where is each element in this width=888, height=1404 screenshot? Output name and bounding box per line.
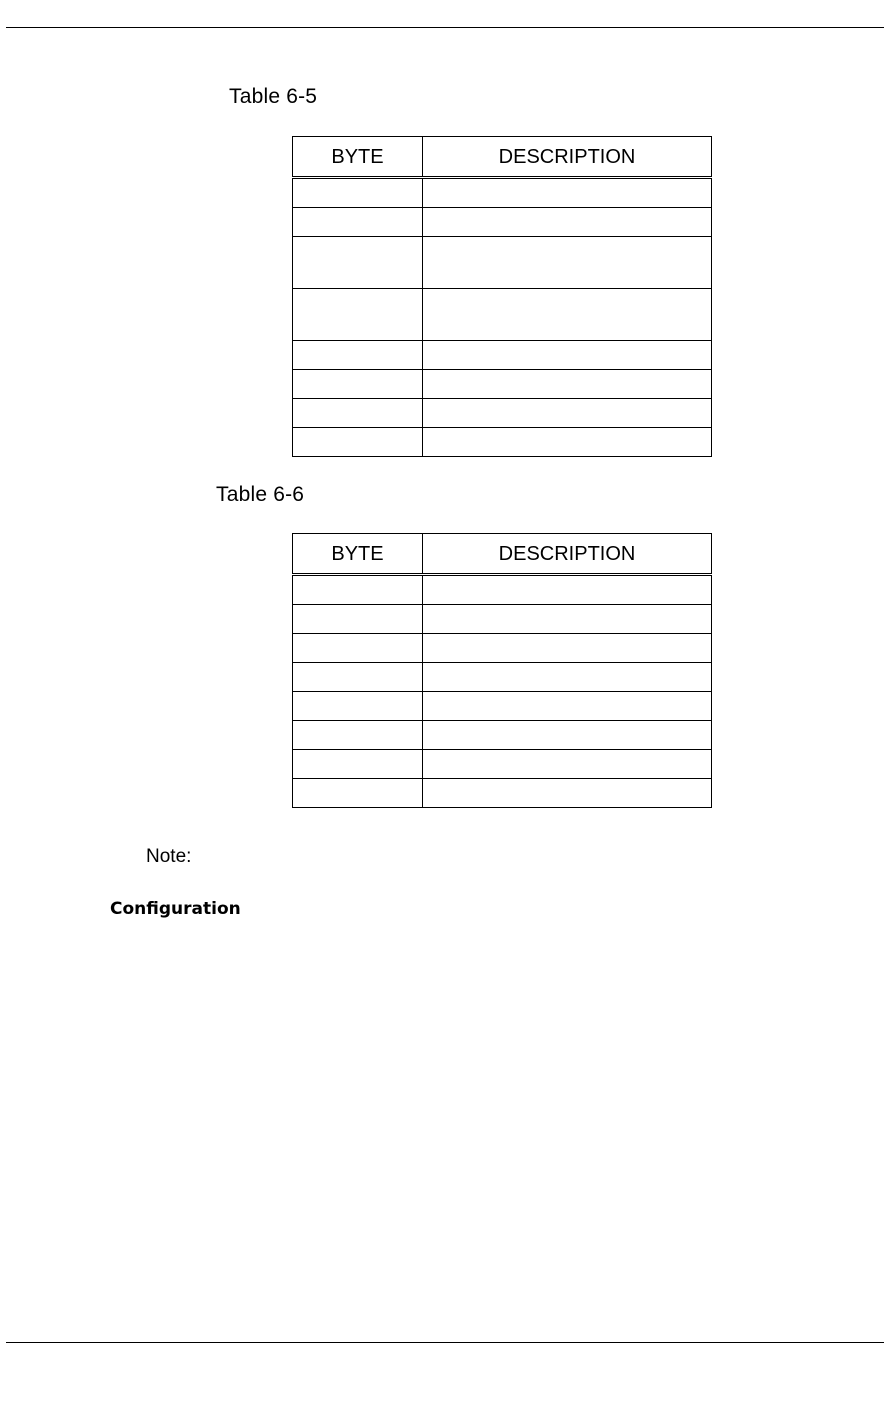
byte-cell [293,750,423,779]
byte-cell [293,341,423,370]
column-header-byte: BYTE [293,534,423,575]
table-header-row [293,137,712,178]
table-row [293,721,712,750]
byte-cell [293,779,423,808]
byte-description-table [292,533,712,808]
table-row [293,692,712,721]
table-caption: Table 6-6 [216,483,305,506]
description-cell [423,428,712,457]
table-row [293,575,712,605]
table-caption: Table 6-5 [229,85,318,108]
byte-cell [293,721,423,750]
table-row [293,428,712,457]
section-heading: Configuration [110,899,241,919]
byte-description-table [292,136,712,457]
description-cell [423,750,712,779]
byte-cell [293,178,423,208]
description-cell [423,399,712,428]
description-cell [423,237,712,289]
byte-cell [293,663,423,692]
description-cell [423,692,712,721]
description-cell [423,208,712,237]
description-cell [423,341,712,370]
description-cell [423,575,712,605]
table-row [293,779,712,808]
byte-cell [293,428,423,457]
table-row [293,634,712,663]
description-cell [423,634,712,663]
column-header-byte: BYTE [293,137,423,178]
description-cell [423,605,712,634]
table-row [293,399,712,428]
table-row [293,178,712,208]
column-header-description: DESCRIPTION [423,137,712,178]
table-row [293,341,712,370]
byte-cell [293,237,423,289]
column-header-description: DESCRIPTION [423,534,712,575]
description-cell [423,663,712,692]
byte-cell [293,605,423,634]
description-cell [423,721,712,750]
table-row [293,289,712,341]
byte-cell [293,634,423,663]
table-row [293,370,712,399]
description-cell [423,779,712,808]
description-cell [423,178,712,208]
byte-cell [293,399,423,428]
byte-cell [293,289,423,341]
description-cell [423,289,712,341]
byte-cell [293,370,423,399]
byte-cell [293,692,423,721]
table-row [293,750,712,779]
table-row [293,208,712,237]
byte-cell [293,575,423,605]
footer-rule [6,1342,884,1343]
table-row [293,237,712,289]
table-row [293,605,712,634]
table-row [293,663,712,692]
byte-cell [293,208,423,237]
table-header-row [293,534,712,575]
header-rule [6,27,884,28]
description-cell [423,370,712,399]
note-label: Note: [146,846,192,867]
